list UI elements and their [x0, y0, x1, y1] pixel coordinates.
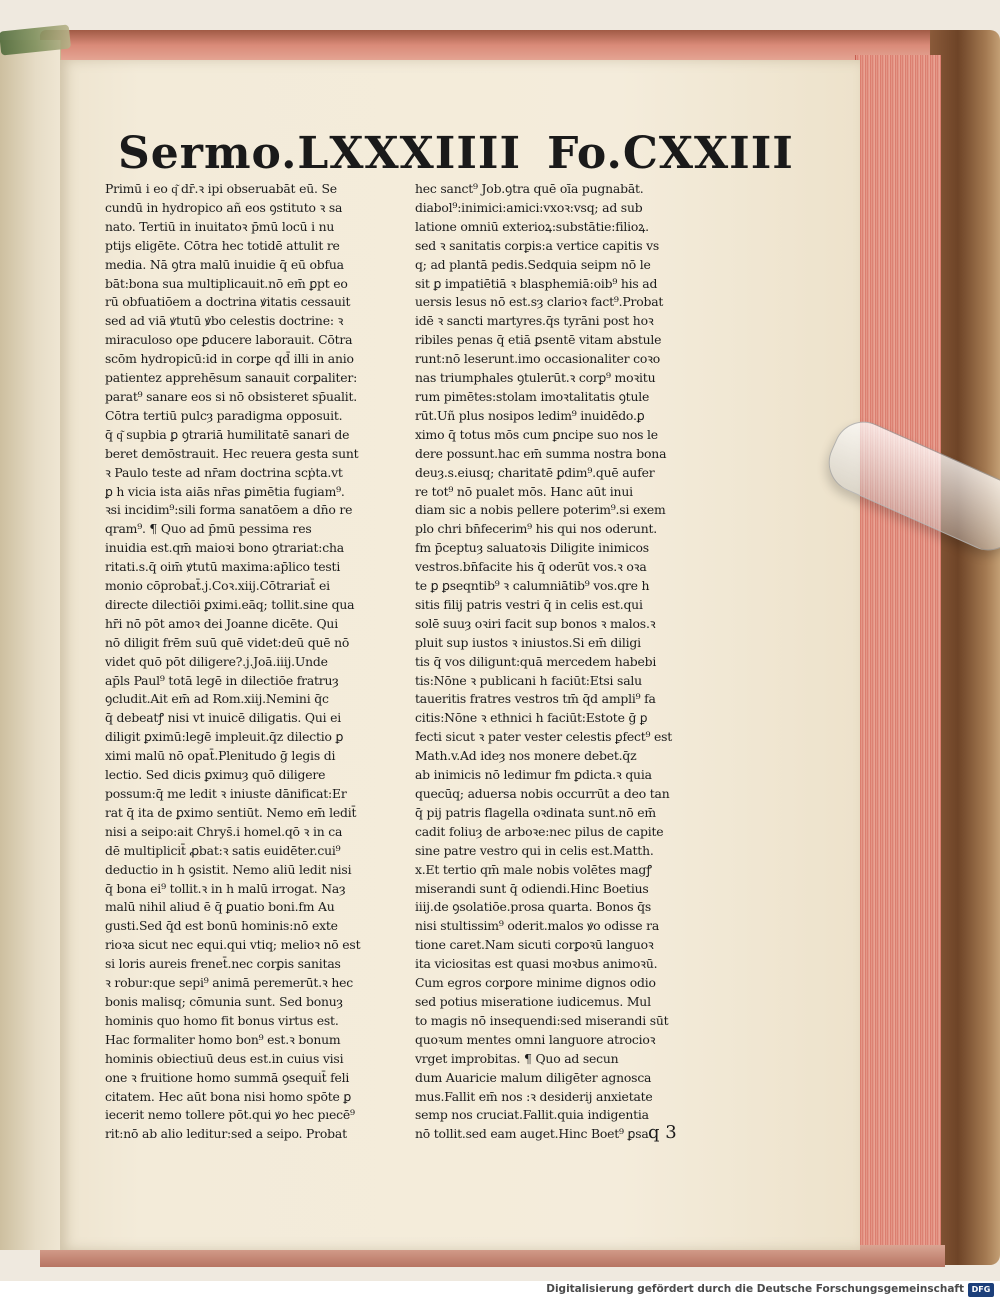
text-line: te ꝑ ꝑseqntib⁹ ꝛ calumniātib⁹ vos.qre h: [415, 578, 650, 594]
text-line: sit ꝑ impatiētiā ꝛ blasphemiā:oib⁹ his ad: [415, 275, 658, 291]
text-line: q̄ pij patris flagella oꝛdinata sunt.nō em̄: [415, 804, 656, 820]
text-line: Hac formaliter homo bon⁹ est.ꝛ bonum: [105, 1031, 341, 1047]
text-line: cadit foliuȝ de arboꝛe:nec pilus de capite: [415, 823, 664, 839]
text-line: rioꝛa sicut nec equi.qui vtiq; melioꝛ nō est: [105, 937, 361, 953]
text-line: ꝛ robur:que sepi⁹ animā peremerūt.ꝛ hec: [105, 975, 353, 991]
text-line: qram⁹. ¶ Quo ad p̄mū pessima res: [105, 521, 312, 537]
dfg-logo: DFG: [968, 1283, 994, 1297]
text-line: citatem. Hec aūt bona nisi homo spōte ꝑ: [105, 1088, 352, 1104]
text-line: fecti sicut ꝛ pater vester celestis ꝑfect⁹ est: [415, 729, 673, 745]
text-line: taueritis fratres vestros tm̄ q̄d ampli⁹ fa: [415, 691, 656, 707]
text-line: plo chri bn̄fecerim⁹ his qui nos oderunt.: [415, 521, 657, 537]
text-line: sed potius miseratione iudicemus. Mul: [415, 993, 651, 1009]
text-line: ribiles penas q̄ etiā ꝑsentē vitam abstule: [415, 332, 662, 348]
text-line: mus.Fallit em̄ nos :ꝛ desiderij anxietate: [415, 1088, 653, 1104]
text-line: diam sic a nobis pellere poterim⁹.si exem: [415, 502, 666, 518]
text-line: q̄ q͂ supbia ꝑ ꝯtrariā humilitatē sanari de: [105, 426, 350, 442]
text-line: ritati.s.q̄ oim̄ ꝟtutū maxima:ap̄lico testi: [105, 559, 341, 575]
text-line: ita viciositas est quasi moꝛbus animoꝛū.: [415, 956, 658, 972]
text-line: ximi malū nō opat̄.Plenitudo ḡ legis di: [105, 748, 336, 764]
text-line: tione caret.Nam sicuti corꝑoꝛū languoꝛ: [415, 937, 654, 953]
text-line: inuidia est.qm̄ maioꝛi bono ꝯtrariat:cha: [105, 540, 344, 556]
text-line: Cum egros corꝑore minime dignos odio: [415, 975, 656, 991]
text-line: quoꝛum mentes omni languore atrocioꝛ: [415, 1031, 656, 1047]
signature-mark: q 3: [648, 1122, 677, 1143]
text-line: fm p̄ceptuȝ saluatoꝛis Diligite inimicos: [415, 540, 649, 556]
text-line: solē suuȝ oꝛiri facit sup bonos ꝛ malos.ꝛ: [415, 615, 656, 631]
text-line: malū nihil aliud ē q̄ ꝑuatio boni.fm Au: [105, 899, 335, 915]
text-line: hominis quo homo fit bonus virtus est.: [105, 1012, 339, 1028]
text-line: tis:Nōne ꝛ publicani h faciūt:Etsi salu: [415, 672, 642, 688]
text-line: directe dilectiōi ꝑximi.eāq; tollit.sine qua: [105, 596, 355, 612]
text-line: sed ad viā ꝟtutū ꝟbo celestis doctrine: ꝛ: [105, 313, 344, 329]
text-line: hominis obiectiuū deus est.in cuius visi: [105, 1050, 344, 1066]
text-line: dere possunt.hac em̄ summa nostra bona: [415, 445, 667, 461]
text-line: iiij.de ꝯsolatiōe.prosa quarta. Bonos q̄s: [415, 899, 652, 915]
text-line: re tot⁹ nō pualet mōs. Hanc aūt inui: [415, 483, 633, 499]
folio-number: Fo.CXXIII: [547, 128, 794, 179]
text-line: semp nos cruciat.Fallit.quia indigentia: [415, 1107, 649, 1123]
text-line: gusti.Sed q̄d est bonū hominis:nō exte: [105, 918, 338, 934]
text-line: quecūq; aduersa nobis occurrūt a deo tan: [415, 786, 670, 801]
text-line: pluit sup iustos ꝛ iniustos.Si em̄ diligi: [415, 634, 641, 650]
text-line: dē multiplicit̄ ꝓbat:ꝛ satis euidēter.cui⁹: [105, 842, 341, 858]
running-heading: [118, 128, 794, 179]
text-line: q; ad plantā pedis.Sedquia seipm nō le: [415, 256, 651, 272]
text-line: ximo q̄ totus mōs cum ꝑncipe suo nos le: [415, 426, 658, 442]
text-line: parat⁹ sanare eos si nō obsisteret sp̄ualit.: [105, 388, 358, 404]
text-line: sitis filij patris vestri q̄ in celis est.qui: [415, 596, 643, 612]
text-line: ab inimicis nō ledimur fm ꝑdicta.ꝛ quia: [415, 767, 652, 783]
text-line: deductio in h ꝯsistit. Nemo aliū ledit nisi: [105, 861, 352, 877]
sermo-number: Sermo.LXXXIIII: [118, 128, 522, 179]
text-line: idē ꝛ sancti martyres.q̄s tyrāni post hoꝛ: [415, 313, 654, 329]
text-line: possum:q̄ me ledit ꝛ iniuste dānificat:Er: [105, 786, 347, 801]
text-line: x.Et tertio qm̄ male nobis volētes magꝭ: [415, 861, 652, 877]
text-line: ꝑ h vicia ista aiās nr̄as ꝑimētia fugiam⁹.: [105, 483, 345, 499]
text-line: beret demōstrauit. Hec reuera gesta sunt: [105, 445, 359, 461]
text-line: q̄ bona ei⁹ tollit.ꝛ in h malū irrogat. Naȝ: [105, 880, 346, 896]
text-line: rit:nō ab alio leditur:sed a seipo. Probat: [105, 1126, 347, 1142]
text-line: media. Nā ꝯtra malū inuidie q̄ eū obfua: [105, 256, 344, 272]
text-line: diligit ꝑximū:legē impleuit.q̄z dilectio ꝑ: [105, 729, 344, 745]
text-line: uersis lesus nō est.sȝ clarioꝛ fact⁹.Probat: [415, 294, 664, 310]
text-line: miserandi sunt q̄ odiendi.Hinc Boetius: [415, 880, 649, 896]
text-line: rum pimētes:stolam imoꝛtalitatis ꝯtule: [415, 388, 650, 404]
text-line: nisi a seipo:ait Chrys̄.i homel.qō ꝛ in ca: [105, 823, 343, 839]
text-line: nisi stultissim⁹ oderit.malos ꝟo odisse ra: [415, 918, 660, 934]
book-top-edge: [40, 30, 945, 60]
text-line: lectio. Sed dicis ꝑximuȝ quō diligere: [105, 767, 326, 783]
text-line: bonis malisq; cōmunia sunt. Sed bonuȝ: [105, 993, 343, 1009]
text-line: nas triumphales ꝯtulerūt.ꝛ corꝑ⁹ moꝛitu: [415, 370, 656, 386]
text-line: cundū in hydropico añ eos ꝯstituto ꝛ sa: [105, 199, 343, 215]
text-line: videt quō pōt diligere?.j.Joā.iiij.Unde: [105, 653, 328, 669]
text-line: rūt.Uñ plus nosipos ledim⁹ inuidēdo.ꝑ: [415, 407, 645, 423]
text-line: nō tollit.sed eam auget.Hinc Boet⁹ ꝑsa: [415, 1126, 649, 1142]
text-line: to magis nō insequendi:sed miserandi sūt: [415, 1012, 669, 1028]
text-line: ꝛsi incidim⁹:sili forma sanatōem a dn̄o re: [105, 502, 353, 518]
text-line: hr̄i nō pōt amoꝛ dei Joanne dicēte. Qui: [105, 615, 338, 631]
text-line: monio cōprobat̄.j.Coꝛ.xiij.Cōtrariat̄ ei: [105, 578, 330, 594]
text-line: ap̄ls Paul⁹ totā legē in dilectiōe fratruȝ: [105, 672, 339, 688]
left-text-column: [105, 180, 405, 1144]
text-line: tis q̄ vos diligunt:quā mercedem habebi: [415, 653, 657, 669]
text-line: q̄ debeatꝭ nisi vt inuicē diligatis. Qui ei: [105, 710, 342, 726]
text-line: sed ꝛ sanitatis corꝑis:a vertice capitis vs: [415, 237, 660, 253]
text-line: runt:nō leserunt.imo occasionaliter coꝛo: [415, 351, 661, 367]
text-line: vrget improbitas. ¶ Quo ad secun: [415, 1050, 619, 1066]
text-line: iecerit nemo tollere pōt.qui ꝟo hec pıecē⁹: [105, 1107, 355, 1123]
text-line: vestros.bn̄facite his q̄ oderūt vos.ꝛ oꝛa: [415, 559, 647, 575]
facing-page-margin: [0, 40, 61, 1250]
text-line: ꝯcludit.Ait em̄ ad Rom.xiij.Nemini q̄c: [105, 691, 329, 707]
text-line: patientez apprehēsum sanauit corꝑaliter:: [105, 370, 358, 386]
book-fore-edge: [855, 55, 941, 1250]
text-line: diabol⁹:inimici:amici:vxoꝛ:vsq; ad sub: [415, 199, 643, 215]
text-line: nō diligit frēm suū quē videt:deū quē nō: [105, 634, 350, 650]
funding-credit: Digitalisierung gefördert durch die Deutsche Forschungsgemeinschaft: [546, 1283, 964, 1295]
text-line: latione omniū exterioꝝ:substātie:filioꝝ.: [415, 218, 649, 234]
right-text-column: [415, 180, 715, 1144]
text-line: Primū i eo q͂ dr̄.ꝛ ipi obseruabāt eū. Se: [105, 181, 337, 196]
text-line: scōm hydropicū:id in corꝑe qd̄ illi in anio: [105, 351, 354, 367]
text-line: deuȝ.s.eiusq; charitatē ꝑdim⁹.quē aufer: [415, 464, 655, 480]
text-line: ptijs eligēte. Cōtra hec totidē attulit re: [105, 237, 340, 253]
text-line: hec sanct⁹ Job.ꝯtra quē oīa pugnabāt.: [415, 181, 644, 196]
text-line: Math.v.Ad ideȝ nos monere debet.q̄z: [415, 748, 637, 764]
text-line: citis:Nōne ꝛ ethnici h faciūt:Estote ḡ ꝑ: [415, 710, 648, 726]
text-line: dum Auaricie malum diligēter agnosca: [415, 1069, 652, 1085]
text-line: one ꝛ fruitione homo summā ꝯsequit̄ feli: [105, 1069, 350, 1085]
text-line: ꝛ Paulo teste ad nr̄am doctrina scṗta.vt: [105, 464, 343, 480]
text-line: sine patre vestro qui in celis est.Matth.: [415, 842, 654, 858]
text-line: nato. Tertiū in inuitatoꝛ p̄mū locū i nu: [105, 218, 335, 234]
text-line: rat q̄ ita de ꝑximo sentiūt. Nemo em̄ ledit̄: [105, 804, 357, 820]
text-line: miraculoso ope ꝑducere laborauit. Cōtra: [105, 332, 353, 348]
text-line: Cōtra tertiū pulcȝ paradigma opposuit.: [105, 407, 343, 423]
text-line: si loris aureis frenet̄.nec corꝑis sanitas: [105, 956, 341, 972]
text-line: rū obfuatiōem a doctrina ꝟitatis cessauit: [105, 294, 351, 310]
text-line: bāt:bona sua multiplicauit.nō em̄ ꝑpt eo: [105, 275, 348, 291]
